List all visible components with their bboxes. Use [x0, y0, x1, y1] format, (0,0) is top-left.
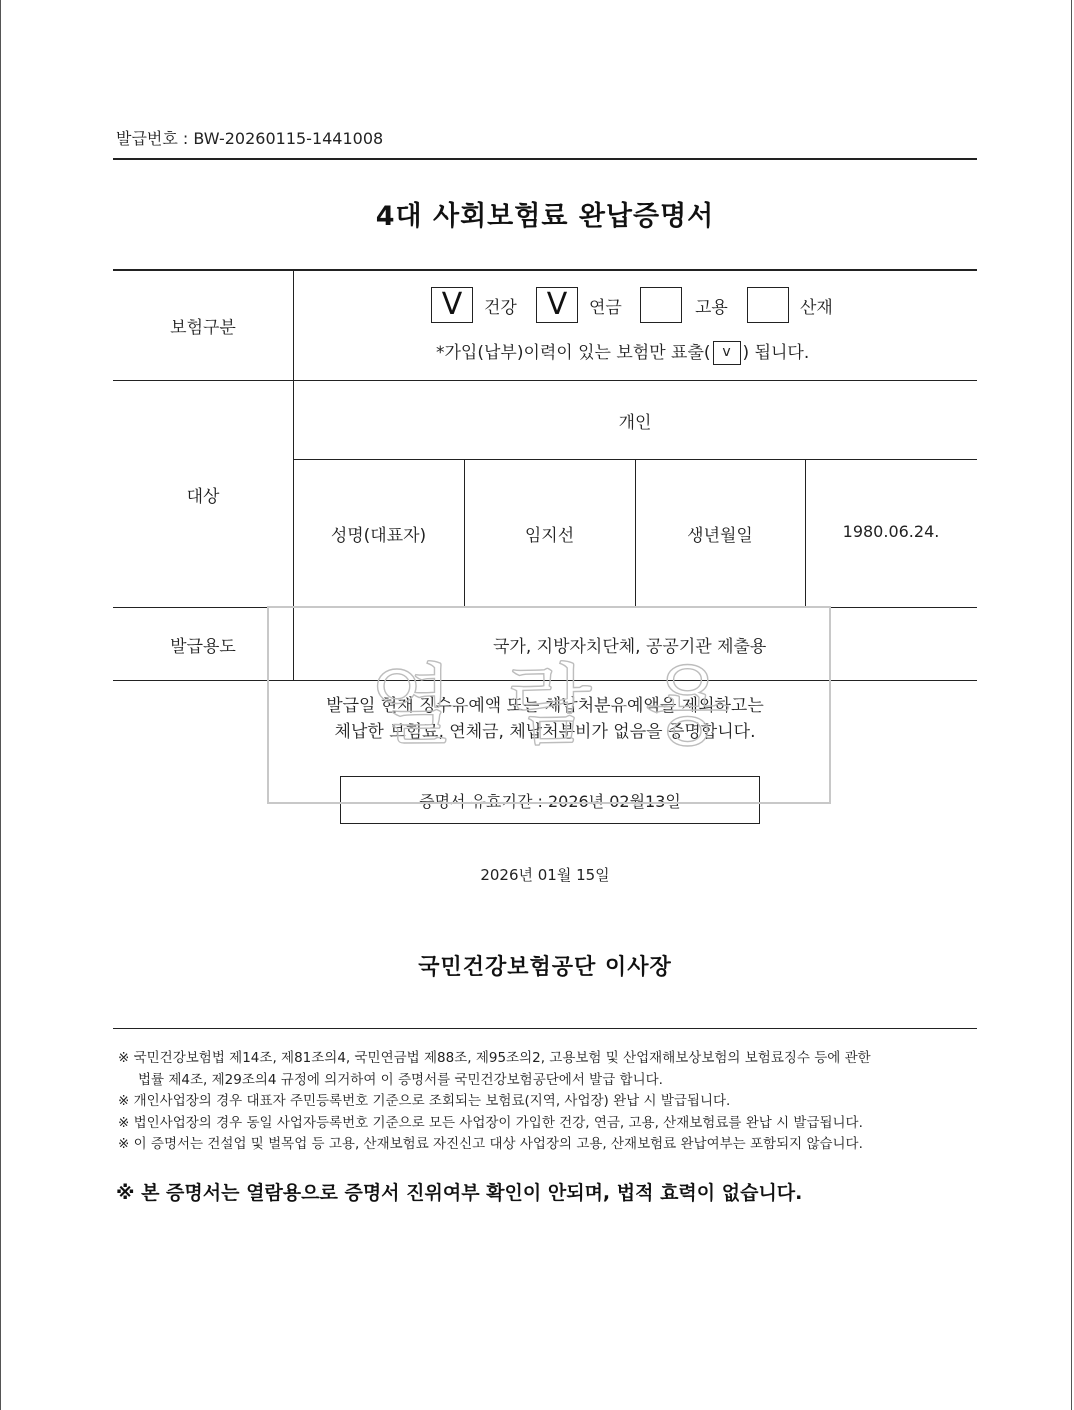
checkbox-industrial-label: 산재	[800, 298, 833, 318]
validity-text: 증명서 유효기간 : 2026년 02월13일	[419, 792, 681, 811]
watermark-char: 열	[369, 654, 455, 757]
insurance-type-label: 보험구분	[170, 318, 236, 338]
watermark-char: 용	[645, 654, 731, 757]
footnote-divider	[113, 1028, 977, 1029]
insurance-note	[436, 338, 809, 365]
statement-line-2: 체납한 보험료, 연체금, 체납처분비가 없음을 증명합니다.	[334, 722, 756, 742]
birth-label: 생년월일	[687, 526, 753, 546]
page-right-border	[1071, 0, 1072, 1410]
footnotes	[118, 1048, 978, 1156]
checkbox-industrial	[747, 287, 789, 323]
target-label: 대상	[186, 487, 220, 507]
footnote-line: ※ 개인사업장의 경우 대표자 주민등록번호 기준으로 조회되는 보험료(지역, 사업장) 완납 시 발급됩니다.	[118, 1093, 731, 1109]
insurance-note-suffix: ) 됩니다.	[742, 343, 810, 363]
header-divider	[113, 158, 977, 160]
statement-line-1: 발급일 현재 징수유예액 또는 체납처분유예액을 제외하고는	[326, 696, 764, 716]
page-left-border	[0, 0, 1, 1410]
name-value: 임지선	[524, 526, 575, 546]
insurance-note-mark: v	[713, 341, 741, 365]
final-notice: ※ 본 증명서는 열람용으로 증명서 진위여부 확인이 안되며, 법적 효력이 없습니다.	[116, 1182, 803, 1204]
table-row-divider	[113, 380, 977, 381]
footnote-line: 법률 제4조, 제29조의4 규정에 의거하여 이 증명서를 국민건강보험공단에서 발급 합니다.	[138, 1071, 663, 1088]
issue-number: 발급번호 : BW-20260115-1441008	[116, 129, 384, 148]
checkbox-health: V	[431, 287, 473, 323]
footnote-line: ※ 국민건강보험법 제14조, 제81조의4, 국민연금법 제88조, 제95조의2, 고용보험 및 산업재해보상보험의 보험료징수 등에 관한	[118, 1050, 871, 1066]
purpose-label: 발급용도	[170, 637, 236, 657]
checkbox-employment	[640, 287, 682, 323]
issue-date: 2026년 01월 15일	[480, 866, 610, 884]
checkbox-pension: V	[536, 287, 578, 323]
footnote-line: ※ 이 증명서는 건설업 및 벌목업 등 고용, 산재보험료 자진신고 대상 사업장의 고용, 산재보험료 완납여부는 포함되지 않습니다.	[118, 1136, 863, 1152]
watermark-stamp	[267, 606, 831, 804]
watermark-char: 람	[507, 654, 593, 757]
birth-value: 1980.06.24.	[842, 522, 940, 541]
name-label: 성명(대표자)	[330, 526, 427, 546]
target-type: 개인	[618, 413, 652, 433]
insurance-note-text: *가입(납부)이력이 있는 보험만 표출(	[436, 343, 711, 363]
purpose-value: 국가, 지방자치단체, 공공기관 제출용	[493, 637, 767, 657]
issuer-name: 국민건강보험공단 이사장	[418, 955, 672, 980]
document-title: 4대 사회보험료 완납증명서	[375, 201, 715, 232]
checkbox-health-label: 건강	[484, 298, 517, 318]
checkbox-pension-label: 연금	[589, 298, 622, 318]
checkbox-employment-label: 고용	[695, 298, 728, 318]
footnote-line: ※ 법인사업장의 경우 동일 사업자등록번호 기준으로 모든 사업장이 가입한 건강, 연금, 고용, 산재보험료를 완납 시 발급됩니다.	[118, 1114, 863, 1131]
table-top-border	[113, 269, 977, 271]
